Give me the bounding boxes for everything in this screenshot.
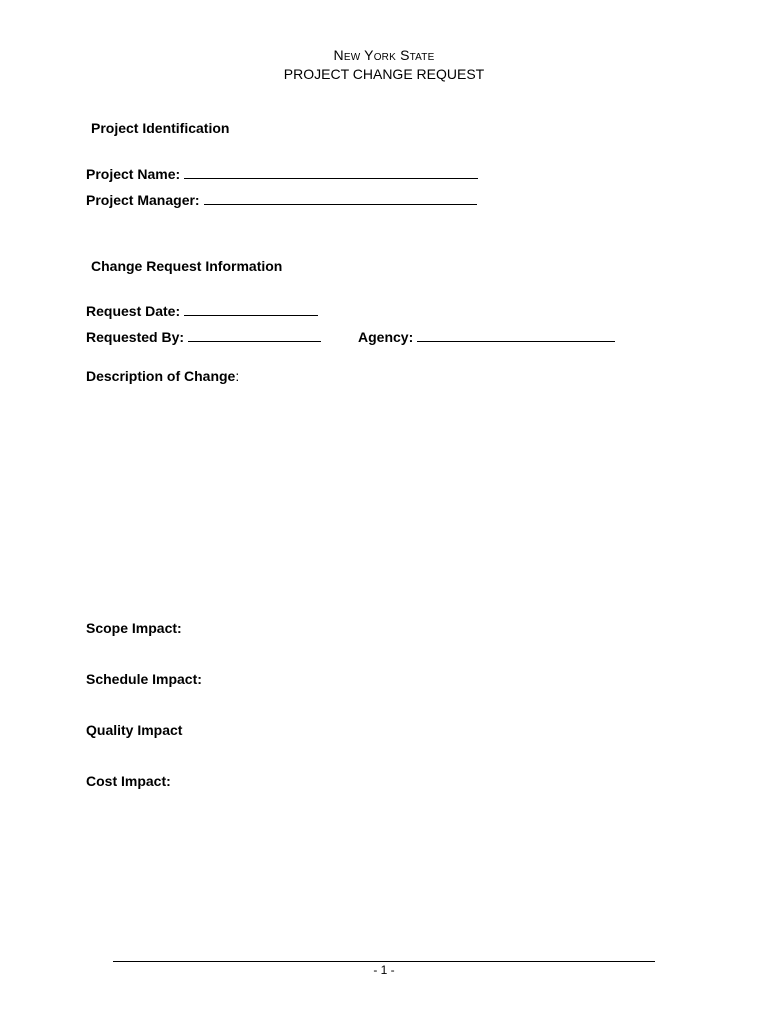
page-number: - 1 - <box>373 963 395 977</box>
scope-impact-label: Scope Impact: <box>86 620 182 636</box>
requested-by-label: Requested By: <box>86 329 185 345</box>
change-request-information-heading: Change Request Information <box>91 258 283 274</box>
form-title: PROJECT CHANGE REQUEST <box>283 66 485 82</box>
agency-field[interactable] <box>417 327 615 342</box>
project-identification-heading: Project Identification <box>91 120 230 136</box>
footer-divider <box>113 961 655 962</box>
project-name-row <box>86 164 478 182</box>
schedule-impact-label: Schedule Impact: <box>86 671 202 687</box>
request-date-field[interactable] <box>184 301 318 316</box>
description-colon: : <box>235 368 240 384</box>
requested-by-field[interactable] <box>188 327 321 342</box>
request-date-row <box>86 301 318 319</box>
project-manager-label: Project Manager: <box>86 192 200 208</box>
project-name-field[interactable] <box>184 164 478 179</box>
request-date-label: Request Date: <box>86 303 181 319</box>
requested-by-row <box>86 327 321 345</box>
quality-impact-label: Quality Impact <box>86 722 183 738</box>
agency-label: Agency: <box>358 329 414 345</box>
description-of-change-label: Description of Change <box>86 368 236 384</box>
agency-row <box>358 327 615 345</box>
cost-impact-label: Cost Impact: <box>86 773 171 789</box>
agency-name: New York State <box>333 47 435 63</box>
project-manager-row <box>86 190 477 208</box>
project-name-label: Project Name: <box>86 166 181 182</box>
description-of-change-row <box>86 368 239 384</box>
project-manager-field[interactable] <box>204 190 477 205</box>
